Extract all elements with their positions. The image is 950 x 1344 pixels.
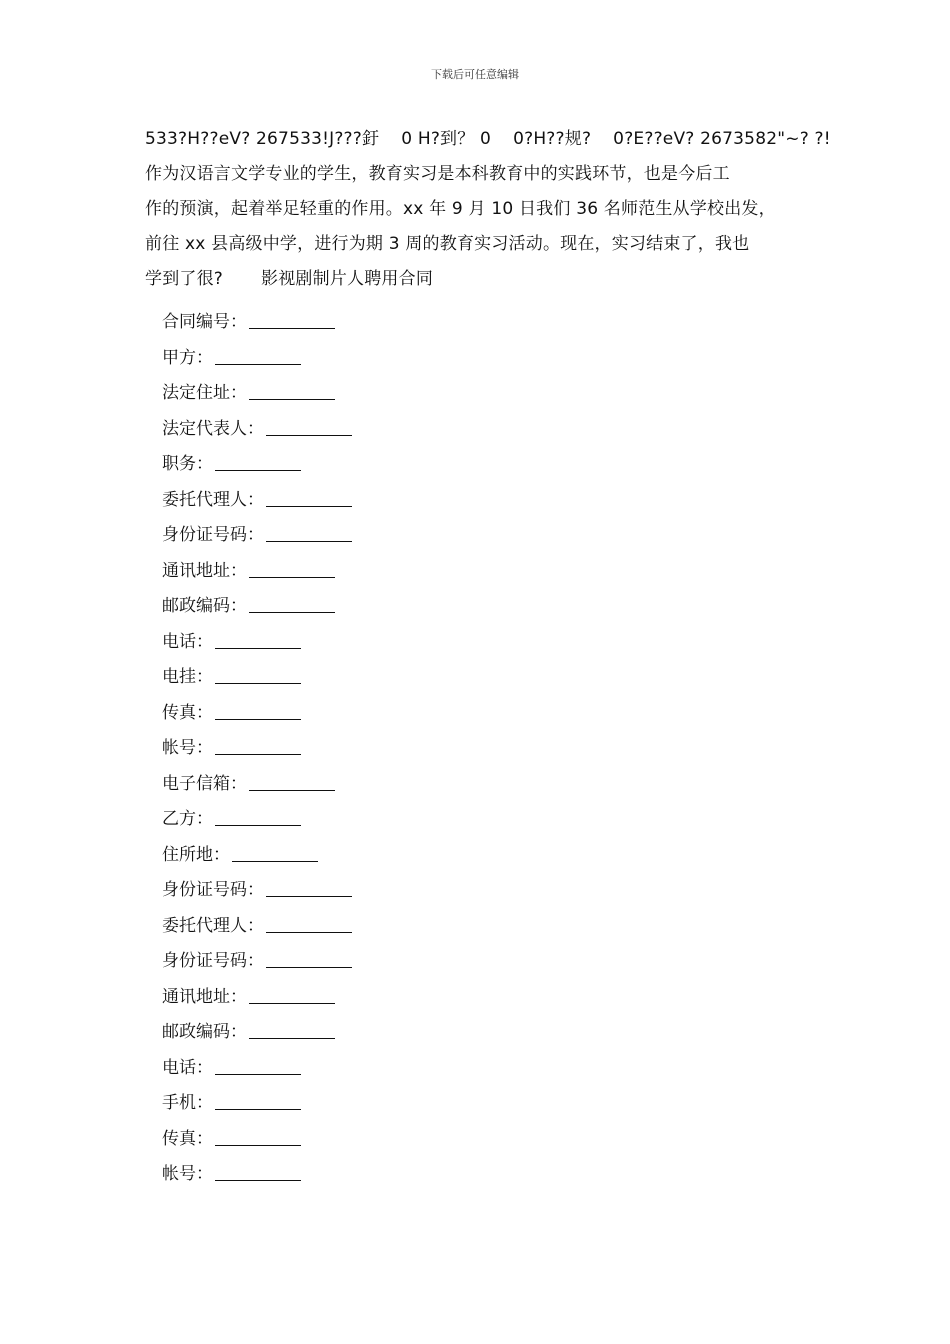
field-blank-line [215,1127,301,1146]
contract-field [162,980,352,1016]
garbled-segment: 0 H?到？ 0 [401,129,492,149]
contract-field [162,838,352,874]
field-label: 邮政编码： [162,596,247,616]
contract-field [162,944,352,980]
field-blank-line [249,594,335,613]
field-label: 甲方： [162,347,213,368]
contract-field [162,660,352,696]
field-label: 电话： [162,1057,213,1078]
contract-field [162,625,352,661]
field-label: 手机： [162,1093,213,1113]
field-label: 电话： [162,631,213,652]
field-label: 传真： [162,1128,213,1149]
field-blank-line [266,949,352,968]
field-label: 委托代理人： [162,489,264,510]
field-blank-line [266,878,352,897]
contract-field [162,909,352,945]
field-blank-line [266,488,352,507]
field-blank-line [266,914,352,933]
field-label: 合同编号： [162,312,247,332]
contract-field [162,412,352,448]
field-label: 传真： [162,702,213,723]
field-blank-line [249,772,335,791]
garbled-segment: 0?H??规? [513,129,592,149]
contract-field [162,518,352,554]
field-label: 通讯地址： [162,560,247,581]
paragraph-line: 学到了很? [145,269,224,289]
field-blank-line [249,1020,335,1039]
paragraph-line: 作的预演，起着举足轻重的作用。xx 年 9 月 10 日我们 36 名师范生从学校出发， [145,199,776,219]
field-label: 电子信箱： [162,773,247,794]
field-label: 委托代理人： [162,915,264,936]
contract-field [162,1157,352,1193]
garbled-line [145,122,831,157]
field-blank-line [249,559,335,578]
field-blank-line [249,985,335,1004]
field-label: 邮政编码： [162,1022,247,1042]
field-blank-line [215,1056,301,1075]
contract-field [162,376,352,412]
field-label: 乙方： [162,809,213,829]
field-blank-line [215,346,301,365]
field-label: 帐号： [162,738,213,758]
field-blank-line [249,381,335,400]
paragraph-line-with-title [145,262,810,297]
field-blank-line [249,310,335,329]
field-label: 电挂： [162,667,213,687]
contract-field [162,554,352,590]
field-label: 帐号： [162,1164,213,1184]
field-blank-line [232,843,318,862]
field-blank-line [215,452,301,471]
contract-field [162,1122,352,1158]
contract-title: 影视剧制片人聘用合同 [261,269,434,289]
field-blank-line [215,1091,301,1110]
contract-field [162,341,352,377]
field-blank-line [215,630,301,649]
contract-field [162,731,352,767]
contract-field [162,1015,352,1051]
contract-field [162,873,352,909]
garbled-segment: 0?E??eV? 2673582"~? ?! [613,129,831,149]
paragraph-line: 前往 xx 县高级中学，进行为期 3 周的教育实习活动。现在，实习结束了，我也 [145,234,750,254]
paragraph-line: 作为汉语言文学专业的学生，教育实习是本科教育中的实践环节，也是今后工 [145,164,730,184]
contract-field [162,589,352,625]
field-blank-line [266,523,352,542]
field-label: 身份证号码： [162,525,264,545]
field-label: 住所地： [162,844,230,865]
body-text [145,122,831,297]
contract-field [162,767,352,803]
field-blank-line [215,701,301,720]
field-label: 法定住址： [162,383,247,403]
field-label: 职务： [162,454,213,474]
field-blank-line [215,736,301,755]
field-label: 身份证号码： [162,951,264,971]
field-blank-line [215,1162,301,1181]
field-label: 通讯地址： [162,986,247,1007]
contract-field [162,305,352,341]
page-header: 下载后可任意编辑 [431,68,519,81]
field-label: 法定代表人： [162,418,264,439]
contract-field [162,696,352,732]
field-blank-line [215,807,301,826]
garbled-segment: 533?H??eV? 267533!J???釪 [145,129,380,149]
contract-field [162,1051,352,1087]
contract-field-list [162,305,352,1193]
contract-field [162,802,352,838]
field-blank-line [215,665,301,684]
contract-field [162,483,352,519]
contract-field [162,447,352,483]
field-label: 身份证号码： [162,880,264,900]
contract-field [162,1086,352,1122]
field-blank-line [266,417,352,436]
